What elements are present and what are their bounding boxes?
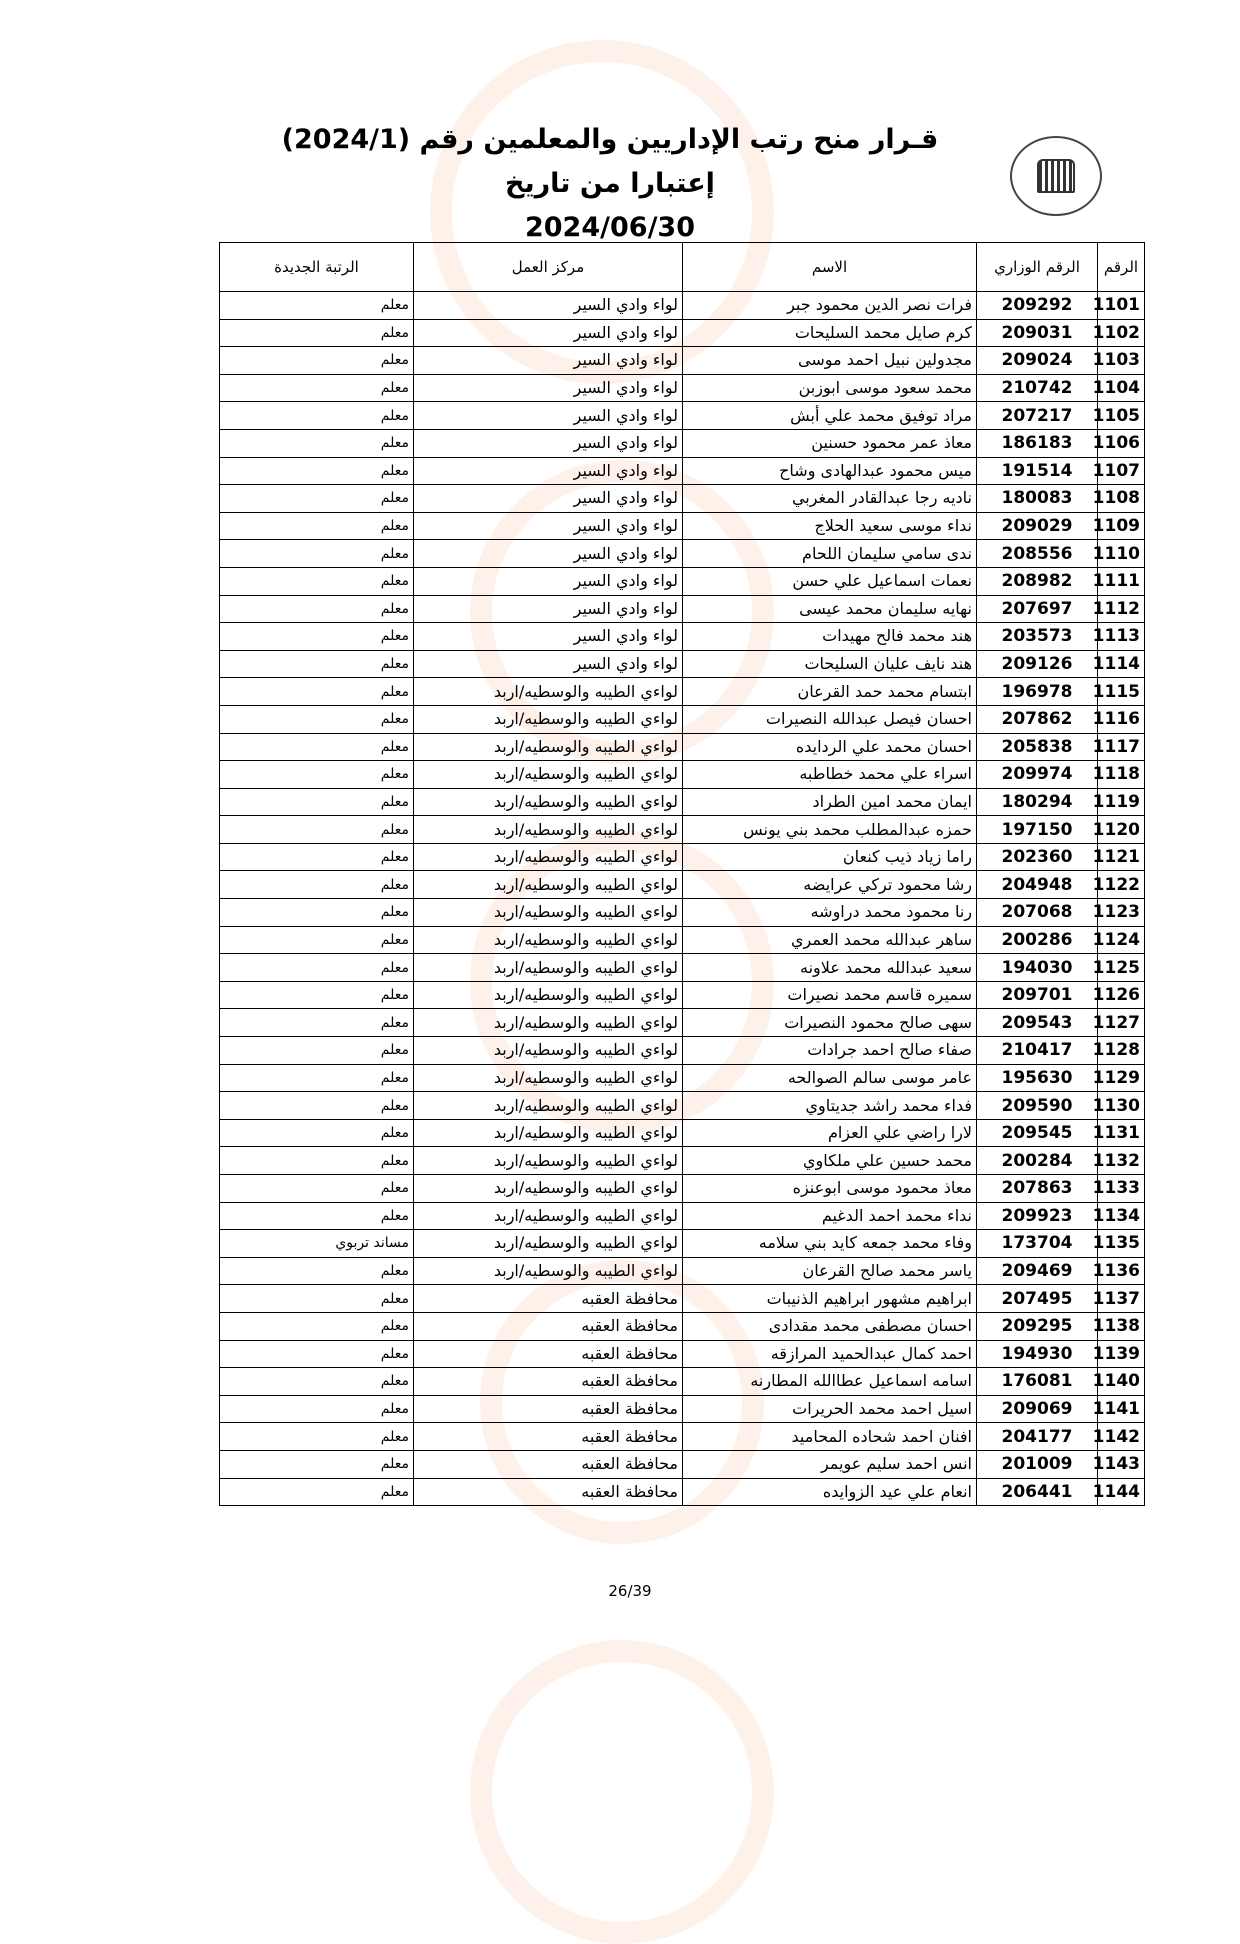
row-number: 1139	[1098, 1340, 1145, 1368]
ministry-number: 209545	[977, 1119, 1098, 1147]
work-center: لواءي الطيبه والوسطيه/اربد	[414, 788, 683, 816]
ministry-number: 209701	[977, 981, 1098, 1009]
work-center: لواء وادي السير	[414, 595, 683, 623]
table-row	[220, 595, 1145, 623]
ministry-number: 210742	[977, 374, 1098, 402]
col-header-work-center: مركز العمل	[414, 243, 683, 292]
row-number: 1113	[1098, 623, 1145, 651]
table-row	[220, 1285, 1145, 1313]
work-center: محافظة العقبه	[414, 1340, 683, 1368]
table-row	[220, 954, 1145, 982]
new-rank: معلم	[220, 1037, 414, 1065]
row-number: 1124	[1098, 926, 1145, 954]
employee-name: محمد حسين علي ملكاوي	[683, 1147, 977, 1175]
ministry-logo	[1010, 136, 1102, 216]
employee-name: وفاء محمد جمعه كايد بني سلامه	[683, 1230, 977, 1258]
ministry-number: 207862	[977, 705, 1098, 733]
watermark-clock	[470, 1640, 774, 1944]
employee-name: ناديه رجا عبدالقادر المغربي	[683, 485, 977, 513]
row-number: 1120	[1098, 816, 1145, 844]
ministry-number: 191514	[977, 457, 1098, 485]
row-number: 1107	[1098, 457, 1145, 485]
work-center: لواءي الطيبه والوسطيه/اربد	[414, 761, 683, 789]
col-header-ministry-number: الرقم الوزاري	[977, 243, 1098, 292]
table-row	[220, 678, 1145, 706]
row-number: 1137	[1098, 1285, 1145, 1313]
employee-name: معاذ محمود موسى ابوعنزه	[683, 1175, 977, 1203]
new-rank: معلم	[220, 650, 414, 678]
row-number: 1132	[1098, 1147, 1145, 1175]
employee-name: رنا محمود محمد دراوشه	[683, 899, 977, 927]
row-number: 1104	[1098, 374, 1145, 402]
employee-name: فرات نصر الدين محمود جبر	[683, 292, 977, 320]
row-number: 1109	[1098, 512, 1145, 540]
new-rank: معلم	[220, 374, 414, 402]
ministry-number: 194030	[977, 954, 1098, 982]
employee-name: ندى سامي سليمان اللحام	[683, 540, 977, 568]
page-number: 26/39	[608, 1582, 652, 1600]
table-row	[220, 457, 1145, 485]
new-rank: معلم	[220, 540, 414, 568]
new-rank: معلم	[220, 1368, 414, 1396]
employee-name: افنان احمد شحاده المحاميد	[683, 1423, 977, 1451]
ministry-number: 209590	[977, 1092, 1098, 1120]
ministry-number: 203573	[977, 623, 1098, 651]
work-center: لواءي الطيبه والوسطيه/اربد	[414, 1175, 683, 1203]
row-number: 1115	[1098, 678, 1145, 706]
new-rank: معلم	[220, 1064, 414, 1092]
employee-name: سهى صالح محمود النصيرات	[683, 1009, 977, 1037]
ministry-number: 209292	[977, 292, 1098, 320]
col-header-name: الاسم	[683, 243, 977, 292]
ministry-number: 200284	[977, 1147, 1098, 1175]
work-center: لواءي الطيبه والوسطيه/اربد	[414, 981, 683, 1009]
new-rank: معلم	[220, 1009, 414, 1037]
ministry-number: 209295	[977, 1312, 1098, 1340]
ministry-number: 209029	[977, 512, 1098, 540]
new-rank: معلم	[220, 843, 414, 871]
row-number: 1114	[1098, 650, 1145, 678]
ministry-number: 186183	[977, 429, 1098, 457]
work-center: لواءي الطيبه والوسطيه/اربد	[414, 1064, 683, 1092]
new-rank: معلم	[220, 1395, 414, 1423]
new-rank: معلم	[220, 926, 414, 954]
table-row	[220, 1368, 1145, 1396]
ministry-number: 207217	[977, 402, 1098, 430]
row-number: 1129	[1098, 1064, 1145, 1092]
table-row	[220, 1202, 1145, 1230]
ministry-number: 209923	[977, 1202, 1098, 1230]
row-number: 1125	[1098, 954, 1145, 982]
row-number: 1116	[1098, 705, 1145, 733]
row-number: 1102	[1098, 319, 1145, 347]
title-line-2: 2024/06/30	[524, 212, 695, 243]
table-row	[220, 1147, 1145, 1175]
work-center: محافظة العقبه	[414, 1450, 683, 1478]
row-number: 1119	[1098, 788, 1145, 816]
employee-name: سميره قاسم محمد نصيرات	[683, 981, 977, 1009]
employee-name: اسيل احمد محمد الحريرات	[683, 1395, 977, 1423]
ministry-number: 209543	[977, 1009, 1098, 1037]
row-number: 1111	[1098, 567, 1145, 595]
new-rank: معلم	[220, 816, 414, 844]
work-center: لواء وادي السير	[414, 485, 683, 513]
table-row	[220, 402, 1145, 430]
employee-name: ساهر عبدالله محمد العمري	[683, 926, 977, 954]
ministry-number: 208982	[977, 567, 1098, 595]
employee-name: احسان فيصل عبدالله النصيرات	[683, 705, 977, 733]
new-rank: معلم	[220, 1119, 414, 1147]
table-row	[220, 1092, 1145, 1120]
work-center: لواء وادي السير	[414, 623, 683, 651]
table-row	[220, 1175, 1145, 1203]
new-rank: معلم	[220, 899, 414, 927]
employee-name: مراد توفيق محمد علي أبش	[683, 402, 977, 430]
ministry-number: 207697	[977, 595, 1098, 623]
new-rank: معلم	[220, 1147, 414, 1175]
ministry-number: 204177	[977, 1423, 1098, 1451]
ministry-number: 202360	[977, 843, 1098, 871]
ministry-number: 209031	[977, 319, 1098, 347]
work-center: محافظة العقبه	[414, 1368, 683, 1396]
row-number: 1144	[1098, 1478, 1145, 1506]
employee-name: نداء محمد احمد الدغيم	[683, 1202, 977, 1230]
new-rank: معلم	[220, 981, 414, 1009]
work-center: لواء وادي السير	[414, 402, 683, 430]
new-rank: معلم	[220, 788, 414, 816]
new-rank: معلم	[220, 1285, 414, 1313]
employee-name: نعمات اسماعيل علي حسن	[683, 567, 977, 595]
new-rank: معلم	[220, 733, 414, 761]
ministry-number: 180083	[977, 485, 1098, 513]
table-row	[220, 899, 1145, 927]
table-row	[220, 981, 1145, 1009]
ministry-number: 207068	[977, 899, 1098, 927]
table-row	[220, 512, 1145, 540]
employee-name: رشا محمود تركي عرايضه	[683, 871, 977, 899]
new-rank: معلم	[220, 402, 414, 430]
work-center: لواءي الطيبه والوسطيه/اربد	[414, 733, 683, 761]
row-number: 1122	[1098, 871, 1145, 899]
ministry-number: 200286	[977, 926, 1098, 954]
row-number: 1127	[1098, 1009, 1145, 1037]
ministry-number: 204948	[977, 871, 1098, 899]
employee-name: فداء محمد راشد جديتاوي	[683, 1092, 977, 1120]
table-row	[220, 1395, 1145, 1423]
employee-name: نداء موسى سعيد الحلاج	[683, 512, 977, 540]
work-center: لواء وادي السير	[414, 292, 683, 320]
row-number: 1101	[1098, 292, 1145, 320]
work-center: لواءي الطيبه والوسطيه/اربد	[414, 1119, 683, 1147]
ministry-number: 201009	[977, 1450, 1098, 1478]
work-center: لواءي الطيبه والوسطيه/اربد	[414, 1037, 683, 1065]
work-center: لواء وادي السير	[414, 374, 683, 402]
work-center: محافظة العقبه	[414, 1395, 683, 1423]
employee-name: احسان محمد علي الردايده	[683, 733, 977, 761]
work-center: لواءي الطيبه والوسطيه/اربد	[414, 1230, 683, 1258]
row-number: 1123	[1098, 899, 1145, 927]
table-row	[220, 1340, 1145, 1368]
work-center: لواءي الطيبه والوسطيه/اربد	[414, 954, 683, 982]
table-row	[220, 705, 1145, 733]
employee-name: سعيد عبدالله محمد علاونه	[683, 954, 977, 982]
work-center: محافظة العقبه	[414, 1423, 683, 1451]
table-row	[220, 347, 1145, 375]
ministry-number: 209469	[977, 1257, 1098, 1285]
employee-name: نهايه سليمان محمد عيسى	[683, 595, 977, 623]
table-header-row	[220, 243, 1145, 292]
ministry-number: 196978	[977, 678, 1098, 706]
work-center: لواء وادي السير	[414, 429, 683, 457]
ministry-number: 209024	[977, 347, 1098, 375]
work-center: محافظة العقبه	[414, 1285, 683, 1313]
employee-name: صفاء صالح احمد جرادات	[683, 1037, 977, 1065]
new-rank: معلم	[220, 292, 414, 320]
work-center: لواءي الطيبه والوسطيه/اربد	[414, 899, 683, 927]
row-number: 1117	[1098, 733, 1145, 761]
table-row	[220, 926, 1145, 954]
table-row	[220, 485, 1145, 513]
new-rank: معلم	[220, 1175, 414, 1203]
ministry-number: 206441	[977, 1478, 1098, 1506]
work-center: لواء وادي السير	[414, 319, 683, 347]
ministry-number: 210417	[977, 1037, 1098, 1065]
new-rank: معلم	[220, 1450, 414, 1478]
new-rank: معلم	[220, 705, 414, 733]
work-center: لواءي الطيبه والوسطيه/اربد	[414, 816, 683, 844]
new-rank: معلم	[220, 595, 414, 623]
row-number: 1131	[1098, 1119, 1145, 1147]
table-row	[220, 650, 1145, 678]
table-row	[220, 1009, 1145, 1037]
new-rank: معلم	[220, 1092, 414, 1120]
row-number: 1140	[1098, 1368, 1145, 1396]
ministry-number: 194930	[977, 1340, 1098, 1368]
new-rank: معلم	[220, 485, 414, 513]
ministry-number: 207495	[977, 1285, 1098, 1313]
col-header-new-rank: الرتبة الجديدة	[220, 243, 414, 292]
ministry-number: 197150	[977, 816, 1098, 844]
ministry-number: 207863	[977, 1175, 1098, 1203]
new-rank: معلم	[220, 871, 414, 899]
table-row	[220, 1423, 1145, 1451]
new-rank: معلم	[220, 1257, 414, 1285]
new-rank: معلم	[220, 1478, 414, 1506]
table-row	[220, 1119, 1145, 1147]
work-center: لواء وادي السير	[414, 567, 683, 595]
ministry-number: 209126	[977, 650, 1098, 678]
ministry-number: 208556	[977, 540, 1098, 568]
new-rank: معلم	[220, 512, 414, 540]
table-row	[220, 540, 1145, 568]
row-number: 1105	[1098, 402, 1145, 430]
employee-name: هند نايف عليان السليحات	[683, 650, 977, 678]
new-rank: معلم	[220, 1340, 414, 1368]
row-number: 1106	[1098, 429, 1145, 457]
work-center: لواءي الطيبه والوسطيه/اربد	[414, 705, 683, 733]
row-number: 1130	[1098, 1092, 1145, 1120]
employee-name: راما زياد ذيب كنعان	[683, 843, 977, 871]
work-center: لواءي الطيبه والوسطيه/اربد	[414, 1202, 683, 1230]
employee-name: هند محمد فالح مهيدات	[683, 623, 977, 651]
table-row	[220, 1230, 1145, 1258]
table-row	[220, 292, 1145, 320]
row-number: 1103	[1098, 347, 1145, 375]
row-number: 1110	[1098, 540, 1145, 568]
row-number: 1121	[1098, 843, 1145, 871]
new-rank: مساند تربوي	[220, 1230, 414, 1258]
table-row	[220, 567, 1145, 595]
work-center: لواءي الطيبه والوسطيه/اربد	[414, 926, 683, 954]
employee-name: محمد سعود موسى ابوزبن	[683, 374, 977, 402]
employee-name: ميس محمود عبدالهادى وشاح	[683, 457, 977, 485]
row-number: 1112	[1098, 595, 1145, 623]
work-center: لواء وادي السير	[414, 347, 683, 375]
employee-name: ابتسام محمد حمد القرعان	[683, 678, 977, 706]
work-center: لواءي الطيبه والوسطيه/اربد	[414, 1092, 683, 1120]
table-row	[220, 1064, 1145, 1092]
employee-name: اسراء علي محمد خطاطبه	[683, 761, 977, 789]
table-row	[220, 1478, 1145, 1506]
new-rank: معلم	[220, 1202, 414, 1230]
employee-name: كرم صايل محمد السليحات	[683, 319, 977, 347]
new-rank: معلم	[220, 567, 414, 595]
new-rank: معلم	[220, 1423, 414, 1451]
table-row	[220, 733, 1145, 761]
row-number: 1128	[1098, 1037, 1145, 1065]
table-row	[220, 623, 1145, 651]
work-center: لواءي الطيبه والوسطيه/اربد	[414, 678, 683, 706]
table-row	[220, 1312, 1145, 1340]
employee-name: انعام علي عيد الزوايده	[683, 1478, 977, 1506]
document-title	[240, 118, 980, 250]
table-row	[220, 1257, 1145, 1285]
table-row	[220, 429, 1145, 457]
ministry-number: 176081	[977, 1368, 1098, 1396]
work-center: محافظة العقبه	[414, 1478, 683, 1506]
new-rank: معلم	[220, 319, 414, 347]
employee-name: انس احمد سليم عويمر	[683, 1450, 977, 1478]
work-center: لواءي الطيبه والوسطيه/اربد	[414, 1257, 683, 1285]
work-center: محافظة العقبه	[414, 1312, 683, 1340]
new-rank: معلم	[220, 1312, 414, 1340]
employee-name: عامر موسى سالم الصوالحه	[683, 1064, 977, 1092]
new-rank: معلم	[220, 347, 414, 375]
title-line-1: قـرار منح رتب الإداريين والمعلمين رقم (2024/1) إعتبارا من تاريخ	[281, 124, 939, 199]
crown-icon	[1037, 159, 1075, 193]
promotions-table	[219, 242, 1145, 1506]
work-center: لواءي الطيبه والوسطيه/اربد	[414, 1147, 683, 1175]
ministry-number: 195630	[977, 1064, 1098, 1092]
employee-name: اسامه اسماعيل عطاالله المطارنه	[683, 1368, 977, 1396]
table-row	[220, 761, 1145, 789]
table-row	[220, 788, 1145, 816]
employee-name: ابراهيم مشهور ابراهيم الذنيبات	[683, 1285, 977, 1313]
ministry-number: 209069	[977, 1395, 1098, 1423]
row-number: 1108	[1098, 485, 1145, 513]
employee-name: احسان مصطفى محمد مقدادى	[683, 1312, 977, 1340]
table-row	[220, 374, 1145, 402]
row-number: 1135	[1098, 1230, 1145, 1258]
employee-name: احمد كمال عبدالحميد المرازقه	[683, 1340, 977, 1368]
table-row	[220, 816, 1145, 844]
ministry-number: 209974	[977, 761, 1098, 789]
ministry-number: 180294	[977, 788, 1098, 816]
col-header-number: الرقم	[1098, 243, 1145, 292]
row-number: 1143	[1098, 1450, 1145, 1478]
work-center: لواءي الطيبه والوسطيه/اربد	[414, 871, 683, 899]
employee-name: حمزه عبدالمطلب محمد بني يونس	[683, 816, 977, 844]
employee-name: ايمان محمد امين الطراد	[683, 788, 977, 816]
employee-name: مجدولين نبيل احمد موسى	[683, 347, 977, 375]
table-row	[220, 871, 1145, 899]
table-row	[220, 319, 1145, 347]
work-center: لواء وادي السير	[414, 512, 683, 540]
row-number: 1134	[1098, 1202, 1145, 1230]
new-rank: معلم	[220, 623, 414, 651]
row-number: 1138	[1098, 1312, 1145, 1340]
employee-name: لارا راضي علي العزام	[683, 1119, 977, 1147]
employee-name: معاذ عمر محمود حسنين	[683, 429, 977, 457]
work-center: لواء وادي السير	[414, 540, 683, 568]
row-number: 1126	[1098, 981, 1145, 1009]
new-rank: معلم	[220, 429, 414, 457]
ministry-number: 173704	[977, 1230, 1098, 1258]
table-row	[220, 1037, 1145, 1065]
table-row	[220, 843, 1145, 871]
employee-name: ياسر محمد صالح القرعان	[683, 1257, 977, 1285]
work-center: لواء وادي السير	[414, 650, 683, 678]
work-center: لواءي الطيبه والوسطيه/اربد	[414, 843, 683, 871]
ministry-number: 205838	[977, 733, 1098, 761]
new-rank: معلم	[220, 678, 414, 706]
row-number: 1118	[1098, 761, 1145, 789]
work-center: لواءي الطيبه والوسطيه/اربد	[414, 1009, 683, 1037]
row-number: 1136	[1098, 1257, 1145, 1285]
row-number: 1142	[1098, 1423, 1145, 1451]
new-rank: معلم	[220, 457, 414, 485]
new-rank: معلم	[220, 761, 414, 789]
row-number: 1133	[1098, 1175, 1145, 1203]
table-row	[220, 1450, 1145, 1478]
row-number: 1141	[1098, 1395, 1145, 1423]
new-rank: معلم	[220, 954, 414, 982]
work-center: لواء وادي السير	[414, 457, 683, 485]
